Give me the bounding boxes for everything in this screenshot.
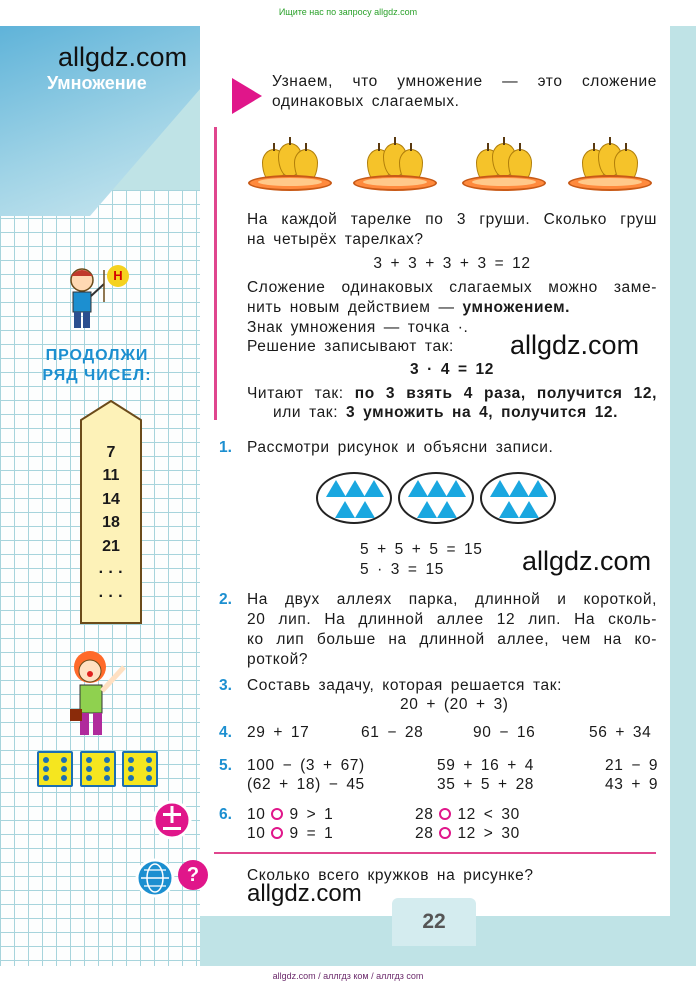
sequence-item: 18 (102, 514, 120, 531)
task-number: 6. (219, 806, 232, 823)
theory-question-1: На каждой тарелке по 3 груши. Сколько груш (247, 211, 657, 228)
plus-minus-icon (152, 800, 192, 840)
task-5-expr-c2: 43 + 9 (605, 776, 659, 793)
task-number: 4. (219, 724, 232, 741)
watermark: allgdz.com (522, 546, 652, 576)
task-4-expr-c: 90 − 16 (473, 724, 536, 741)
theory-equation-2: 3 · 4 = 12 (410, 361, 494, 378)
bonus-divider (214, 852, 656, 854)
task-1-text: Рассмотри рисунок и объясни записи. (247, 439, 554, 456)
task-number: 2. (219, 591, 232, 608)
task-6-r2a-right: 9 = 1 (289, 825, 334, 842)
task-6-row-1b (415, 805, 520, 825)
task-5-expr-a2: (62 + 18) − 45 (247, 776, 365, 793)
task-4-expr-a: 29 + 17 (247, 724, 310, 741)
theory-para-4: Решение записывают так: (247, 338, 454, 355)
theory-read-1 (247, 384, 657, 404)
task-6-r1b-right: 12 < 30 (457, 806, 520, 823)
question-badge-icon: ? (178, 860, 208, 890)
continue-label-line-1: ПРОДОЛЖИ (45, 347, 149, 364)
task-6-r2b-right: 12 > 30 (457, 825, 520, 842)
sequence-item: 21 (102, 538, 120, 555)
theory-equation-1: 3 + 3 + 3 + 3 = 12 (373, 255, 531, 272)
pear-plate-icon (568, 135, 652, 195)
theory-read-2-prefix: или так: (273, 404, 347, 421)
task-6-r1a-right: 9 > 1 (289, 806, 334, 823)
watermark: allgdz.com (247, 880, 362, 907)
theory-read-1-prefix: Читают так: (247, 385, 355, 402)
dice-icon (122, 751, 158, 787)
top-banner[interactable]: Ищите нас по запросу allgdz.com (278, 7, 418, 17)
theory-rule (214, 127, 217, 420)
intro-line-1: Узнаем, что умножение — это сложение (272, 73, 657, 90)
task-5-expr-c1: 21 − 9 (605, 757, 659, 774)
theory-para-1: Сложение одинаковых слагаемых можно заме- (247, 279, 657, 296)
continue-sequence-label (34, 346, 160, 386)
blank-circle-icon[interactable] (439, 827, 451, 839)
sequence-item: 11 (102, 467, 120, 484)
task-6-r2a-left: 10 (247, 825, 266, 842)
sequence-item: · · · (98, 588, 124, 605)
sequence-item: 7 (106, 444, 116, 461)
intro-line-2: одинаковых слагаемых. (272, 93, 460, 110)
task-6-row-2a (247, 824, 333, 844)
theory-read-2 (273, 403, 618, 423)
task-1-equation-2: 5 · 3 = 15 (360, 561, 444, 578)
watermark: allgdz.com (510, 330, 640, 360)
theory-term-multiplication: умножением. (462, 299, 571, 316)
task-2-line-4: роткой? (247, 651, 309, 668)
pear-plate-icon (248, 135, 332, 195)
pointer-arrow-icon (232, 78, 262, 114)
task-3-line-1: Составь задачу, которая решается так: (247, 677, 562, 694)
task-5-expr-b1: 59 + 16 + 4 (437, 757, 535, 774)
task-number: 1. (219, 439, 232, 456)
task-4-expr-b: 61 − 28 (361, 724, 424, 741)
task-2-line-2: 20 лип. На длинной аллее 12 лип. На сколь- (247, 611, 657, 628)
dice-icon (80, 751, 116, 787)
task-4-expr-d: 56 + 34 (589, 724, 652, 741)
theory-question-2: на четырёх тарелках? (247, 231, 424, 248)
theory-para-3: Знак умножения — точка ·. (247, 319, 469, 336)
bottom-banner[interactable]: allgdz.com / аллгдз ком / аллгдз com (272, 971, 424, 981)
blank-circle-icon[interactable] (271, 808, 283, 820)
task-1-equation-1: 5 + 5 + 5 = 15 (360, 541, 483, 558)
page-number: 22 (422, 910, 446, 933)
task-6-r2b-left: 28 (415, 825, 434, 842)
task-5-expr-a1: 100 − (3 + 67) (247, 757, 365, 774)
task-2-line-1: На двух аллеях парка, длинной и короткой, (247, 591, 657, 608)
task-6-r1b-left: 28 (415, 806, 434, 823)
pear-plate-icon (462, 135, 546, 195)
blank-circle-icon[interactable] (271, 827, 283, 839)
globe-icon (135, 858, 175, 898)
theory-read-2-rule: 3 умножить на 4, получится 12. (346, 404, 619, 421)
bonus-question: Сколько всего кружков на рисунке? (247, 867, 534, 884)
task-6-row-2b (415, 824, 520, 844)
task-2-line-3: ко лип больше на длинной аллее, чем на ко- (247, 631, 657, 648)
h-badge: Н (107, 265, 129, 287)
task-6-row-1a (247, 805, 333, 825)
continue-label-line-2: РЯД ЧИСЕЛ: (42, 367, 152, 384)
clown-icon (60, 645, 140, 745)
task-6-r1a-left: 10 (247, 806, 266, 823)
task-number: 3. (219, 677, 232, 694)
theory-para-2 (247, 298, 570, 318)
blank-circle-icon[interactable] (439, 808, 451, 820)
theory-para-2-text: нить новым действием — (247, 299, 463, 316)
sequence-item: 14 (102, 491, 120, 508)
triangle-group-oval (316, 472, 392, 524)
section-title: Умножение (47, 73, 147, 93)
pear-plate-icon (353, 135, 437, 195)
dice-icon (37, 751, 73, 787)
task-number: 5. (219, 757, 232, 774)
task-3-expression: 20 + (20 + 3) (400, 696, 509, 713)
sequence-item: · · · (98, 564, 124, 581)
triangle-group-oval (480, 472, 556, 524)
theory-read-1-rule: по 3 взять 4 раза, получится 12, (354, 385, 657, 402)
triangle-group-oval (398, 472, 474, 524)
task-5-expr-b2: 35 + 5 + 28 (437, 776, 535, 793)
watermark: allgdz.com (58, 42, 188, 72)
